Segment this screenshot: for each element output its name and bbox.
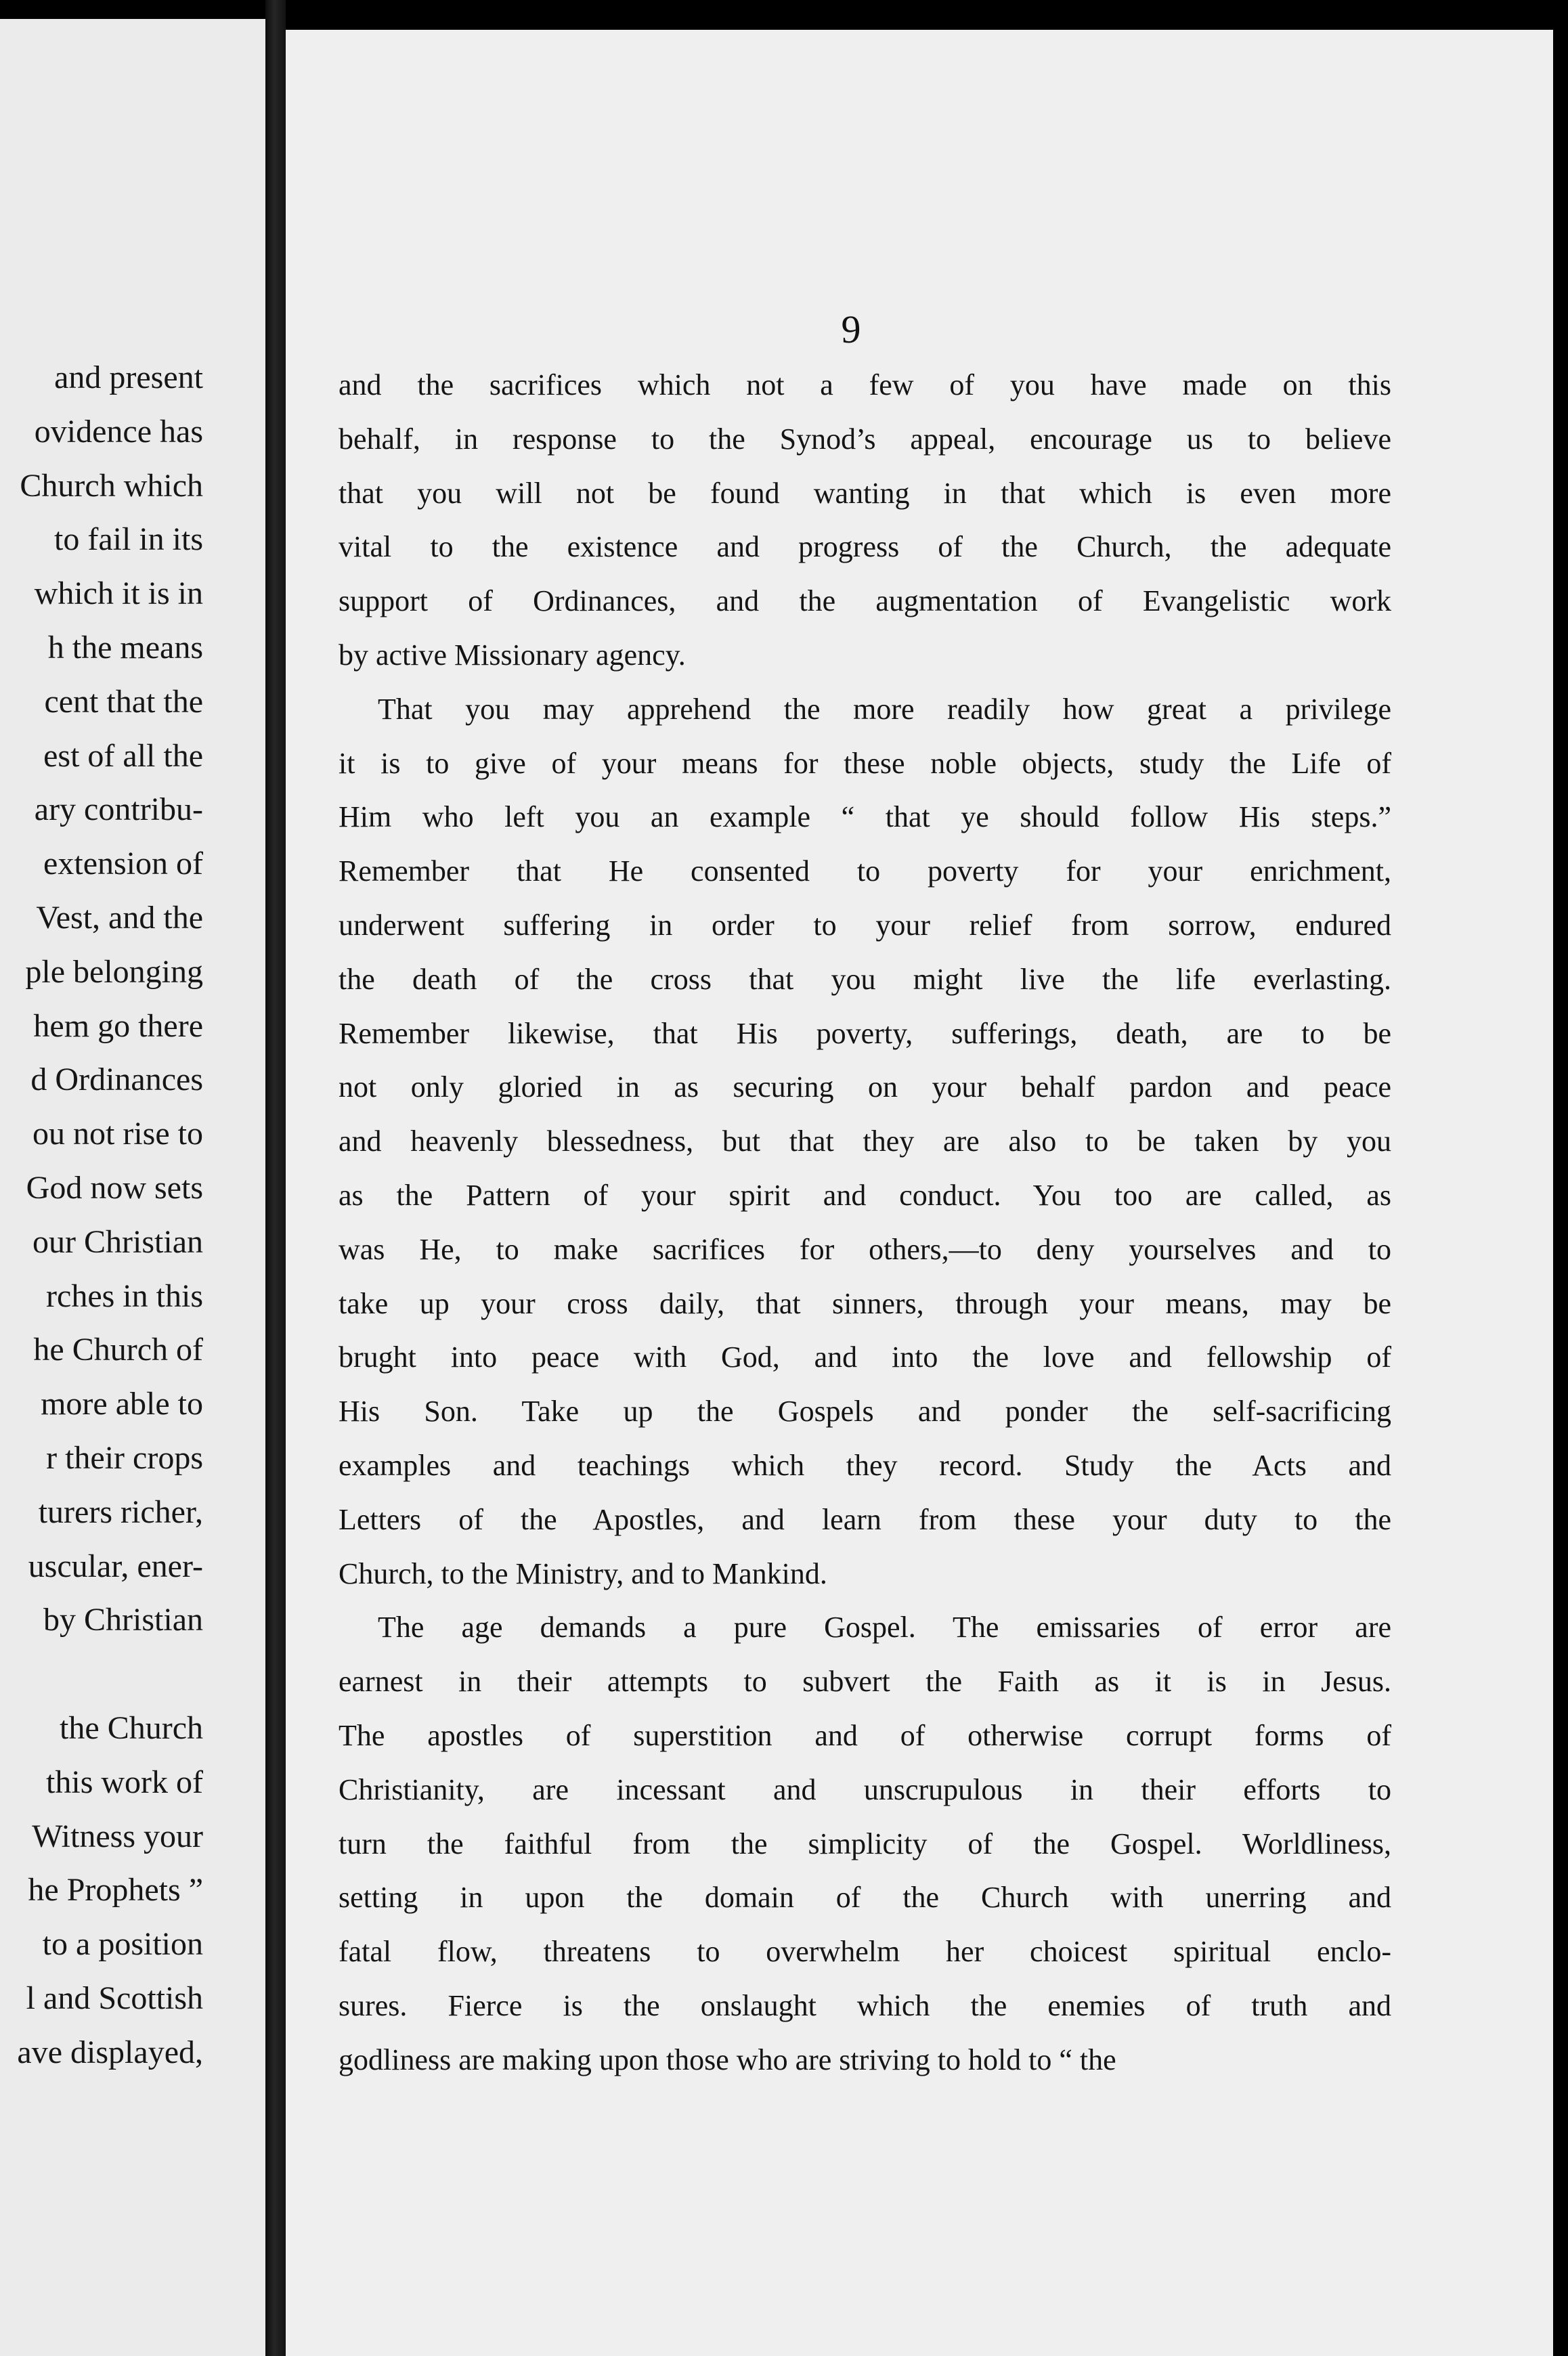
left-text-line: more able to	[41, 1386, 203, 1422]
text-line: it is to give of your means for these noble objects, study the Life of	[339, 746, 1391, 780]
text-line: the death of the cross that you might live the life everlasting.	[339, 962, 1391, 996]
left-text-line: ple belonging	[25, 953, 203, 990]
body-text	[339, 358, 1391, 2087]
left-text-line: ou not rise to	[32, 1116, 203, 1152]
text-line: Him who left you an example “ that ye should follow His steps.”	[339, 800, 1391, 834]
left-text-line: Church which	[20, 467, 203, 504]
text-line: underwent suffering in order to your relief from sorrow, endured	[339, 908, 1391, 942]
text-line: and heavenly blessedness, but that they are also to be taken by you	[339, 1125, 1391, 1158]
left-text-line: h the means	[47, 629, 203, 666]
text-line: Church, to the Ministry, and to Mankind.	[339, 1556, 827, 1590]
left-text-line: God now sets	[26, 1169, 203, 1206]
text-line: Remember likewise, that His poverty, sufferings, death, are to be	[339, 1016, 1391, 1050]
left-text-line	[0, 1647, 203, 1701]
text-line: turn the faithful from the simplicity of the Gospel. Worldliness,	[339, 1827, 1391, 1860]
left-text-line: d Ordinances	[30, 1062, 203, 1098]
text-line: Letters of the Apostles, and learn from these your duty to the	[339, 1502, 1391, 1536]
text-line: by active Missionary agency.	[339, 638, 686, 672]
left-text-line: Vest, and the	[36, 899, 203, 936]
text-line: take up your cross daily, that sinners, through your means, may be	[339, 1286, 1391, 1320]
left-page-fragment	[0, 19, 265, 2356]
left-text-line: ovidence has	[34, 413, 203, 450]
text-line: not only gloried in as securing on your behalf pardon and peace	[339, 1070, 1391, 1104]
left-text-line: Witness your	[32, 1818, 203, 1854]
left-text-line: hem go there	[33, 1007, 203, 1044]
text-line: That you may apprehend the more readily how great a privilege	[378, 692, 1391, 726]
text-line: as the Pattern of your spirit and conduct. You too are called, as	[339, 1178, 1391, 1212]
text-line: fatal flow, threatens to overwhelm her choicest spiritual enclo-	[339, 1935, 1391, 1969]
text-line: Christianity, are incessant and unscrupulous in their efforts to	[339, 1772, 1391, 1806]
left-text-line: by Christian	[43, 1602, 203, 1638]
text-line: The apostles of superstition and of otherwise corrupt forms of	[339, 1718, 1391, 1752]
left-text-line: he Church of	[33, 1332, 203, 1368]
left-text-line: ary contribu-	[34, 791, 203, 828]
left-text-line: est of all the	[43, 737, 203, 774]
text-line: setting in upon the domain of the Church with unerring and	[339, 1881, 1391, 1915]
left-text-line: this work of	[46, 1764, 203, 1800]
text-line: behalf, in response to the Synod’s appeal, encourage us to believe	[339, 422, 1391, 456]
left-text-line: r their crops	[46, 1439, 203, 1476]
text-line: earnest in their attempts to subvert the Faith as it is in Jesus.	[339, 1665, 1391, 1699]
left-text-line: turers richer,	[38, 1493, 203, 1530]
text-line: was He, to make sacrifices for others,—to deny yourselves and to	[339, 1232, 1391, 1266]
left-text-line: extension of	[43, 846, 203, 882]
text-line: The age demands a pure Gospel. The emissaries of error are	[378, 1611, 1391, 1644]
text-line: vital to the existence and progress of the Church, the adequate	[339, 530, 1391, 564]
left-text-line: uscular, ener-	[28, 1548, 203, 1584]
text-line: sures. Fierce is the onslaught which the enemies of truth and	[339, 1988, 1391, 2022]
left-page-text	[0, 351, 203, 2080]
text-line: and the sacrifices which not a few of you have made on this	[339, 368, 1391, 401]
book-gutter	[265, 0, 286, 2356]
text-line: support of Ordinances, and the augmentation of Evangelistic work	[339, 584, 1391, 618]
right-page	[286, 30, 1553, 2356]
left-text-line: which it is in	[34, 575, 203, 612]
text-line: godliness are making upon those who are striving to hold to “ the	[339, 2043, 1116, 2076]
left-text-line: our Christian	[32, 1223, 203, 1260]
left-text-line: and present	[54, 359, 203, 395]
left-text-line: he Prophets ”	[28, 1872, 203, 1908]
page-number: 9	[841, 307, 861, 351]
text-line: Remember that He consented to poverty for your enrichment,	[339, 854, 1391, 888]
text-line: that you will not be found wanting in that which is even more	[339, 476, 1391, 510]
text-line: examples and teachings which they record. Study the Acts and	[339, 1448, 1391, 1482]
left-text-line: to a position	[42, 1926, 203, 1963]
left-text-line: l and Scottish	[26, 1980, 203, 2016]
left-text-line: the Church	[60, 1709, 203, 1746]
left-text-line: rches in this	[46, 1278, 203, 1314]
text-line: brught into peace with God, and into the love and fellowship of	[339, 1340, 1391, 1374]
left-text-line: to fail in its	[54, 521, 203, 558]
text-line: His Son. Take up the Gospels and ponder the self-sacrificing	[339, 1395, 1391, 1428]
left-text-line: ave displayed,	[17, 2034, 203, 2070]
left-text-line: cent that the	[44, 683, 203, 720]
